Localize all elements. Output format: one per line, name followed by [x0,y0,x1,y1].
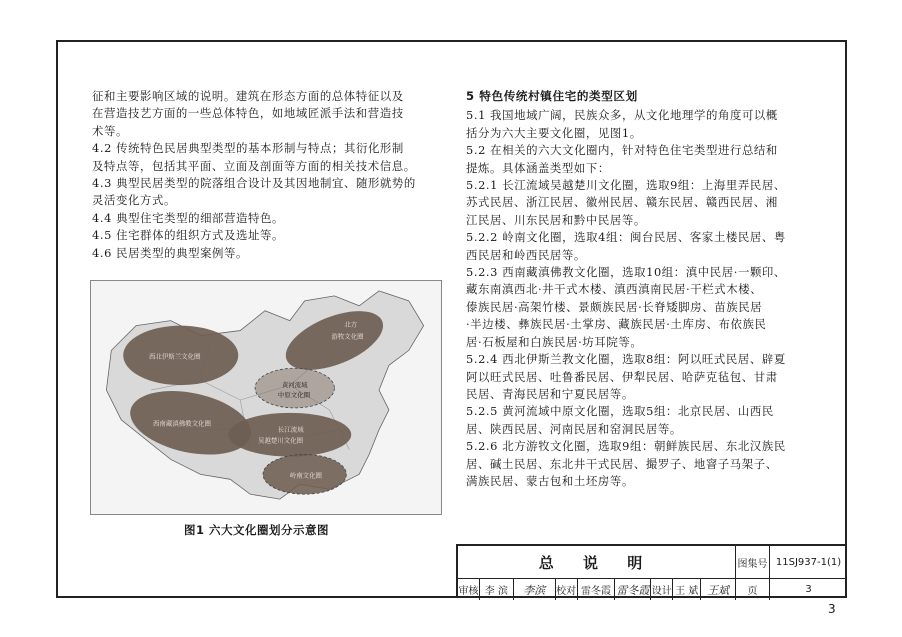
right-line: 民居、青海民居和宁夏民居等。 [466,386,634,401]
check-label: 校对 [556,579,578,600]
check-signature: 雷冬霞 [615,579,651,600]
right-line: 居、陕西民居、河南民居和窑洞民居等。 [466,421,682,436]
label-northeast-1: 北方 [344,320,358,329]
label-northwest: 西北伊斯兰文化圈 [149,352,201,361]
right-line: 满族民居、蒙古包和土坯房等。 [466,473,634,488]
review-name: 李 滨 [480,579,514,600]
right-line: 居·石板屋和白族民居·坊耳院等。 [466,334,643,349]
label-northeast-2: 游牧文化圈 [331,332,364,341]
left-line: 及特点等，包括其平面、立面及剖面等方面的相关技术信息。 [92,158,416,173]
figure-caption: 图1 六大文化圈划分示意图 [184,523,330,537]
right-line: ·半边楼、彝族民居·土掌房、藏族民居·土库房、布依族民 [466,317,767,332]
right-line: 居、碱土民居、东北井干式民居、撮罗子、地窨子马架子、 [466,456,778,471]
review-label: 审核 [458,579,480,600]
right-line: 苏式民居、浙江民居、徽州民居、赣东民居、赣西民居、湘 [466,195,778,210]
right-line: 傣族民居·高架竹楼、景颇族民居·长脊矮脚房、苗族民居 [466,299,763,314]
right-line: 提炼。具体涵盖类型如下： [466,160,610,175]
drawing-title: 总 说 明 [458,546,736,579]
left-line: 征和主要影响区域的说明。建筑在形态方面的总体特征以及 [92,89,404,103]
left-line: 4.2 传统特色民居典型类型的基本形制与特点；其衍化形制 [92,141,404,156]
right-line: 5.2 在相关的六大文化圈内，针对特色住宅类型进行总结和 [466,143,778,158]
right-line: 江民居、川东民居和黔中民居等。 [466,212,646,227]
right-line: 5.2.2 岭南文化圈，选取4组：闽台民居、客家土楼民居、粤 [466,230,786,245]
page-number: 3 [828,602,836,616]
left-line: 4.6 民居类型的典型案例等。 [92,245,249,260]
right-line: 5.2.6 北方游牧文化圈，选取9组：朝鲜族民居、东北汉族民 [466,439,786,454]
map-svg [91,281,441,514]
atlas-number-label: 图集号 [736,546,770,579]
right-line: 括分为六大主要文化圈，见图1。 [466,125,642,140]
right-line: 西民居和岭西民居等。 [466,247,586,262]
left-line: 在营造技艺方面的一些总体特色，如地域匠派手法和营造技 [92,106,404,121]
page-label: 页 [736,579,770,600]
left-line: 灵活变化方式。 [92,193,176,208]
label-yangtze-2: 吴越楚川文化圈 [258,436,304,445]
left-text-column [92,88,444,262]
right-text-column [466,88,814,490]
label-yangtze-1: 长江流域 [277,425,304,434]
design-name: 王 斌 [673,579,701,600]
left-line: 4.3 典型民居类型的院落组合设计及其因地制宜、随形就势的 [92,176,416,191]
signature-row [458,579,736,600]
left-line: 4.4 典型住宅类型的细部营造特色。 [92,210,285,225]
right-line: 5.2.1 长江流域吴越楚川文化圈，选取9组：上海里弄民居、 [466,178,786,193]
region-yangtze [228,413,351,457]
right-line: 阿以旺式民居、吐鲁番民居、伊犁民居、哈萨克毡包、甘肃 [466,369,778,384]
title-block [456,544,845,598]
label-yellow-river-1: 黄河流域 [281,381,308,390]
right-line: 5.1 我国地域广阔，民族众多，从文化地理学的角度可以概 [466,108,778,123]
right-line: 藏东南滇西北·井干式木楼、滇西滇南民居·干栏式木楼、 [466,282,763,297]
label-yellow-river-2: 中原文化圈 [277,391,311,400]
label-southwest: 西南藏滇佛教文化圈 [152,419,211,428]
right-line: 5.2.3 西南藏滇佛教文化圈，选取10组：滇中民居·一颗印、 [466,265,786,280]
label-lingnan: 岭南文化圈 [289,471,322,480]
left-line: 4.5 住宅群体的组织方式及选址等。 [92,228,285,243]
right-line: 5.2.4 西北伊斯兰教文化圈，选取8组：阿以旺式民居、辟夏 [466,352,786,367]
left-line: 术等。 [92,123,128,138]
atlas-number-value: 11SJ937-1(1) [770,546,847,579]
cultural-region-map [90,280,442,515]
section-heading: 5 特色传统村镇住宅的类型区划 [466,89,638,103]
design-label: 设计 [651,579,673,600]
review-signature: 李滨 [514,579,556,600]
check-name: 雷冬霞 [578,579,616,600]
design-signature: 王斌 [707,583,730,597]
page-value: 3 [805,584,812,595]
right-line: 5.2.5 黄河流域中原文化圈，选取5组：北京民居、山西民 [466,404,774,419]
